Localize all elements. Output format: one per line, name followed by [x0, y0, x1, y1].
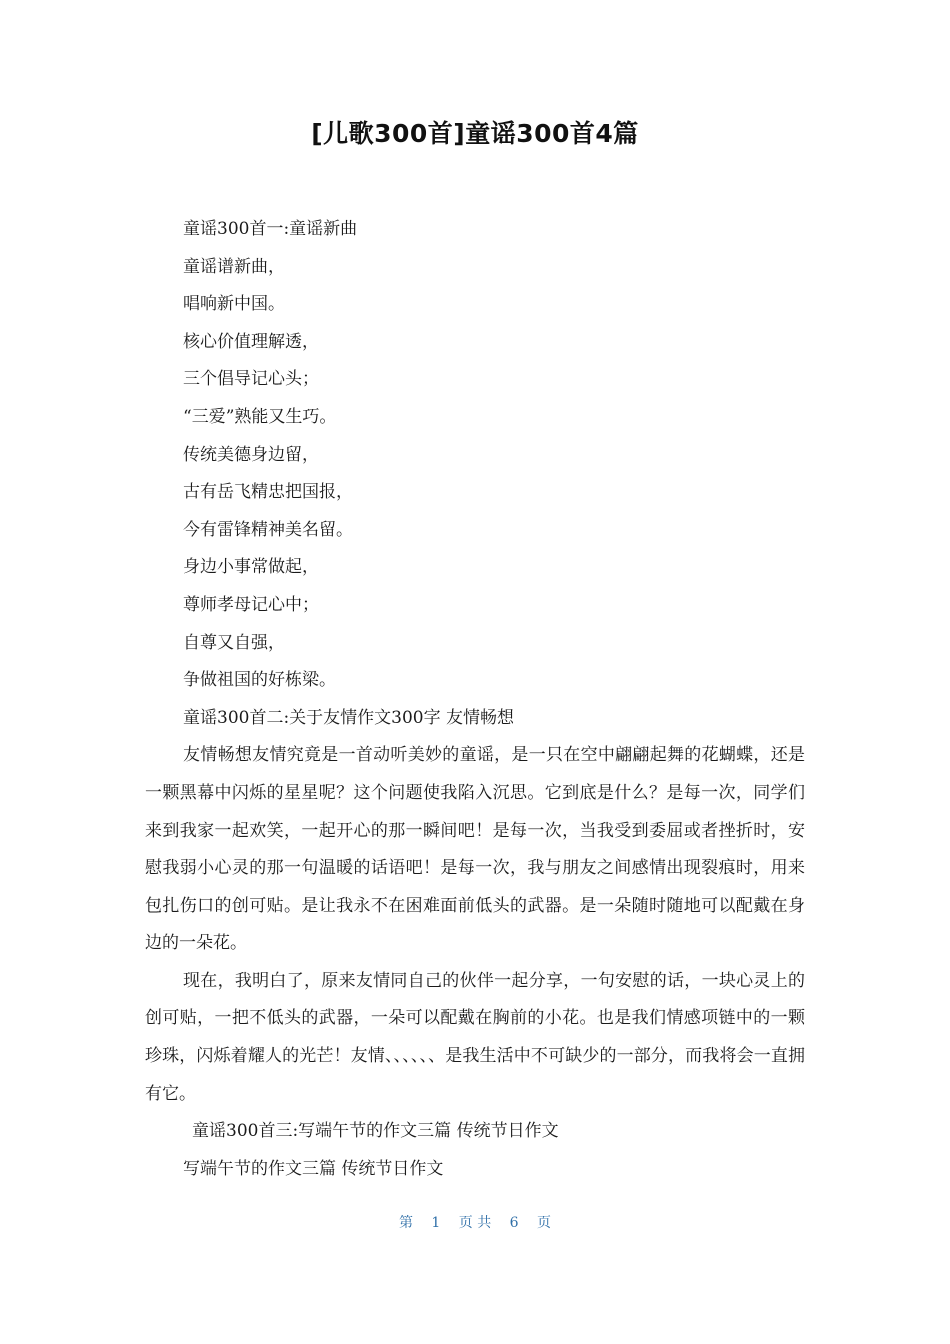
section-heading-2: 童谣300首二:关于友情作文300字 友情畅想 [183, 707, 515, 728]
poem-line: 自尊又自强， [183, 632, 285, 653]
section-subline-3: 写端午节的作文三篇 传统节日作文 [183, 1158, 444, 1179]
poem-line: “三爱”熟能又生巧。 [183, 406, 337, 427]
section-heading-3: 童谣300首三:写端午节的作文三篇 传统节日作文 [192, 1121, 559, 1142]
footer-total-pages: 6 [509, 1215, 519, 1231]
poem-line: 唱响新中国。 [183, 294, 285, 315]
document-title: [儿歌300首]童谣300首4篇 [311, 119, 639, 148]
essay-paragraph-1: 友情畅想友情究竟是一首动听美妙的童谣，是一只在空中翩翩起舞的花蝴蝶，还是一颗黑幕中闪烁的星星呢？这个问题使我陷入沉思。它到底是什么？是每一次，同学们来到我家一起欢笑，一起开心的那一瞬间吧！是每一次，当我受到委屈或者挫折时，安慰我弱小心灵的那一句温暖的话语吧！是每一次，我与朋友之间感情出现裂痕时，用来包扎伤口的创可贴。是让我永不在困难面前低头的武器。是一朵随时随地可以配戴在身边的一朵花。 [145, 745, 805, 954]
poem-line: 尊师孝母记心中； [183, 594, 319, 615]
poem-line: 古有岳飞精忠把国报， [183, 482, 353, 503]
footer-prefix: 第 [398, 1215, 413, 1231]
footer-middle: 页 共 [458, 1215, 492, 1231]
section-heading-1: 童谣300首一:童谣新曲 [183, 219, 358, 239]
poem-line: 核心价值理解透， [183, 331, 319, 352]
poem-line: 争做祖国的好栋梁。 [183, 670, 336, 691]
poem-line: 传统美德身边留， [183, 444, 319, 465]
footer-suffix: 页 [537, 1215, 552, 1231]
poem-line: 今有雷锋精神美名留。 [183, 519, 353, 540]
footer-current-page: 1 [431, 1215, 441, 1231]
essay-paragraph-2: 现在，我明白了，原来友情同自己的伙伴一起分享，一句安慰的话，一块心灵上的创可贴，一把不低头的武器，一朵可以配戴在胸前的小花。也是我们情感项链中的一颗珍珠，闪烁着耀人的光芒！友情、、、、、、是我生活中不可缺少的一部分，而我将会一直拥有它。 [145, 970, 805, 1104]
poem-line: 童谣谱新曲， [183, 256, 285, 277]
poem-line: 三个倡导记心头； [183, 369, 319, 390]
page-footer [0, 1212, 950, 1232]
document-body [145, 211, 805, 1188]
poem-line: 身边小事常做起， [183, 557, 319, 578]
